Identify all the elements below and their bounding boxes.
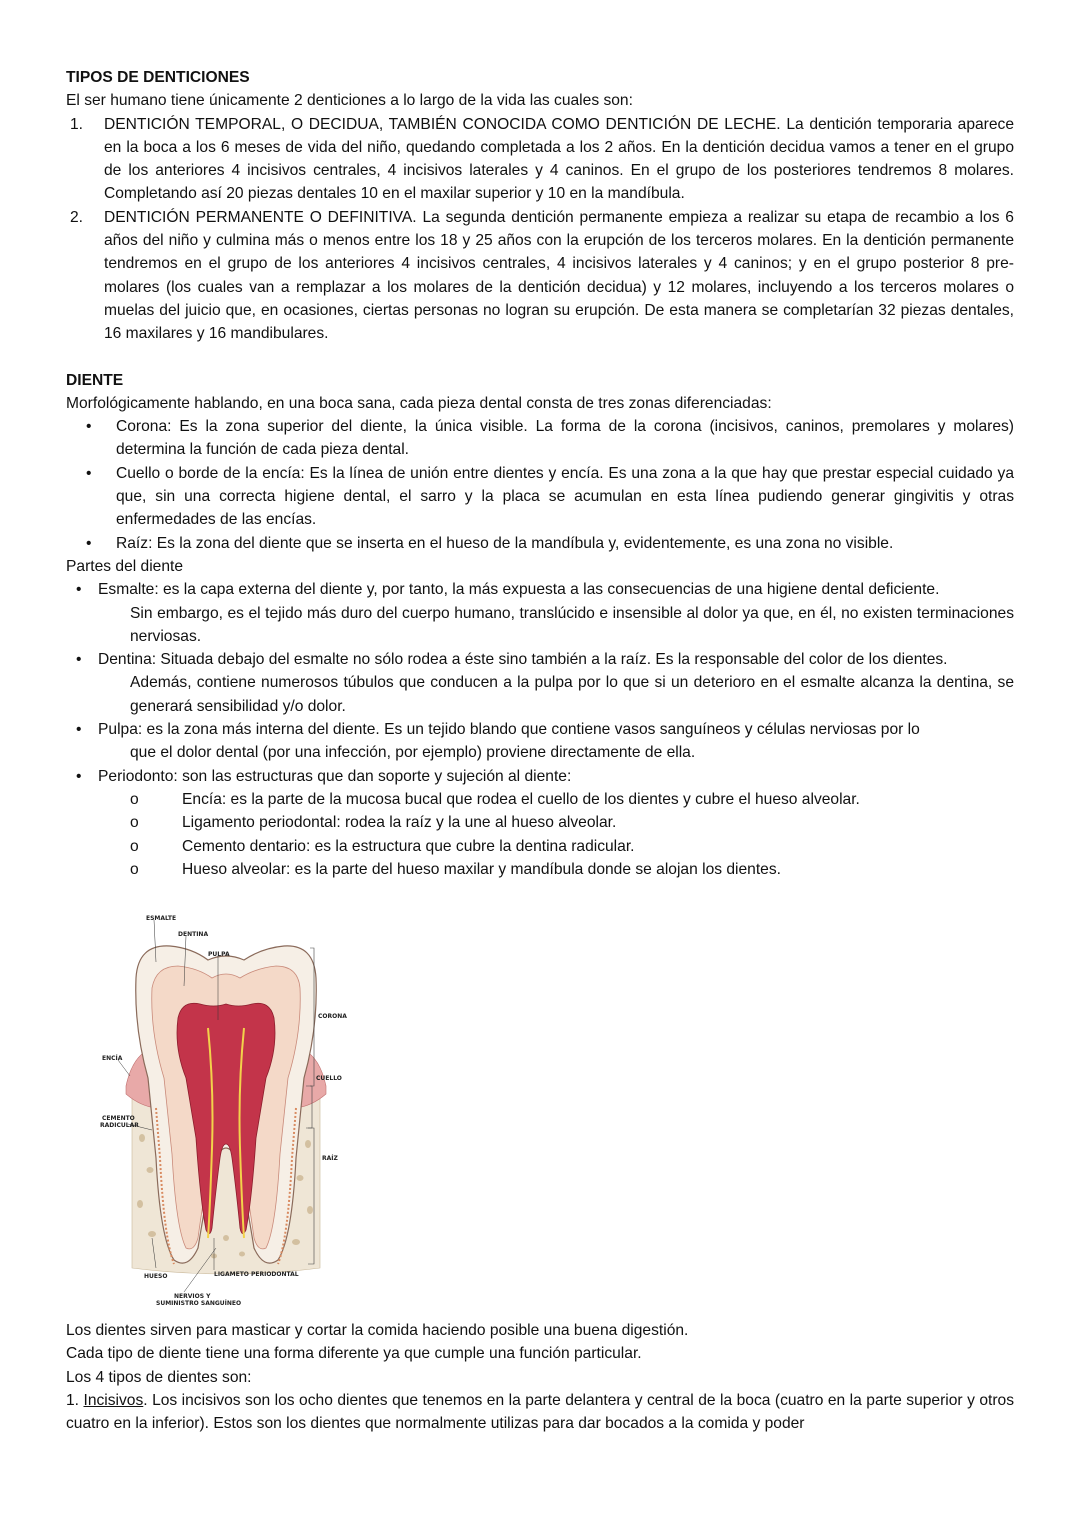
sublist-item-hueso xyxy=(66,858,1014,881)
label-ligamento: LIGAMETO PERIODONTAL xyxy=(214,1271,299,1278)
circle-bullet-icon: o xyxy=(130,790,139,808)
list-item-text: Dentina: Situada debajo del esmalte no sólo rodea a éste sino también a la raíz. Es la responsable del color de los dientes. xyxy=(98,651,948,669)
list-item-raiz xyxy=(66,532,1014,555)
list-item-text: DENTICIÓN PERMANENTE O DEFINITIVA. La segunda dentición permanente empieza a realizar su etapa de recambio a los 6 años del niño y culmina más o menos entre los 18 y 25 años con la erupción de los terceros molares. En la dentición permanente tendremos en el grupo de los anteriores 4 incisivos centrales, 4 incisivos laterales y 4 caninos; y en el grupo posterior 8 pre-molares (los cuales van a remplazar a los molares de la dentición decidua) y 12 molares, incluyendo a los terceros molares o muelas del juicio que, en ocasiones, ciertas personas no logran su erupción. De esta manera se completarían 32 piezas dentales, 16 maxilares y 16 mandibulares. xyxy=(104,208,1014,343)
label-encia: ENCÍA xyxy=(102,1055,123,1062)
list-item-periodonto xyxy=(66,765,1014,788)
list-item-continuation: Sin embargo, es el tejido más duro del cuerpo humano, translúcido e insensible al dolor ya que, en él, no existen terminaciones nerviosas. xyxy=(130,604,1014,645)
incisivos-title: Incisivos xyxy=(83,1391,144,1409)
sublist-item-ligamento xyxy=(66,811,1014,834)
bullet-icon: • xyxy=(86,418,92,436)
circle-bullet-icon: o xyxy=(130,860,139,878)
label-hueso: HUESO xyxy=(144,1273,168,1280)
sublist-item-text: Cemento dentario: es la estructura que cubre la dentina radicular. xyxy=(182,837,635,855)
bullet-icon: • xyxy=(76,721,82,739)
bullet-icon: • xyxy=(76,767,82,785)
funciones-p1: Los dientes sirven para masticar y cortar la comida haciendo posible una buena digestión. xyxy=(66,1322,689,1339)
circle-bullet-icon: o xyxy=(130,814,139,832)
sublist-item-text: Encía: es la parte de la mucosa bucal que rodea el cuello de los dientes y cubre el hueso alveolar. xyxy=(182,790,860,808)
heading-tipos-denticiones: TIPOS DE DENTICIONES xyxy=(66,69,250,86)
list-item-text: Cuello o borde de la encía: Es la línea de unión entre dientes y encía. Es una zona a la que hay que prestar especial cuidado ya que, sin una correcta higiene dental, el sarro y la placa se acumulan en esta línea pudiendo generar gingivitis y otras enfermedades de las encías. xyxy=(116,464,1014,529)
label-cemento: CEMENTO xyxy=(102,1115,135,1122)
label-cuello: CUELLO xyxy=(316,1075,342,1082)
list-item-cuello xyxy=(66,462,1014,532)
bullet-icon: • xyxy=(76,581,82,599)
list-item-text: Esmalte: es la capa externa del diente y, por tanto, la más expuesta a las consecuencias de una higiene dental deficiente. xyxy=(98,581,940,599)
list-item-text: Raíz: Es la zona del diente que se inserta en el hueso de la mandíbula y, evidentemente, es una zona no visible. xyxy=(116,534,894,552)
diente-intro: Morfológicamente hablando, en una boca sana, cada pieza dental consta de tres zonas diferenciadas: xyxy=(66,394,772,412)
spacer xyxy=(66,346,1014,369)
list-item-text: Corona: Es la zona superior del diente, la única visible. La forma de la corona (incisivos, caninos, premolares y molares) determina la función de cada pieza dental. xyxy=(116,418,1014,459)
functions-text-block xyxy=(66,1319,1014,1435)
list-item-continuation: que el dolor dental (por una infección, por ejemplo) proviene directamente de ella. xyxy=(130,744,696,762)
sublist-item-text: Ligamento periodontal: rodea la raíz y la une al hueso alveolar. xyxy=(182,814,617,832)
label-dentina: DENTINA xyxy=(178,931,209,938)
list-item-denticion-permanente xyxy=(66,206,1014,346)
sublist-item-cemento xyxy=(66,835,1014,858)
list-item-esmalte xyxy=(66,578,1014,648)
tooth-anatomy-figure xyxy=(96,908,356,1312)
partes-heading: Partes del diente xyxy=(66,557,184,575)
label-radicular: RADICULAR xyxy=(100,1122,139,1129)
label-suministro: SUMINISTRO SANGUÍNEO xyxy=(156,1300,242,1307)
list-item-continuation: Además, contiene numerosos túbulos que conducen a la pulpa por lo que si un deterioro en el esmalte alcanza la dentina, se generará sensibilidad y/o dolor. xyxy=(130,674,1014,715)
funciones-p3: Los 4 tipos de dientes son: xyxy=(66,1368,252,1386)
tipos-intro: El ser humano tiene únicamente 2 denticiones a lo largo de la vida las cuales son: xyxy=(66,92,633,110)
bullet-icon: • xyxy=(86,534,92,552)
bullet-icon: • xyxy=(76,651,82,669)
sublist-item-text: Hueso alveolar: es la parte del hueso maxilar y mandíbula donde se alojan los dientes. xyxy=(182,860,781,878)
list-item-text: Periodonto: son las estructuras que dan soporte y sujeción al diente: xyxy=(98,767,572,785)
funciones-p2: Cada tipo de diente tiene una forma diferente ya que cumple una función particular. xyxy=(66,1345,642,1363)
main-text-block xyxy=(66,66,1014,881)
bullet-icon: • xyxy=(86,464,92,482)
label-pulpa: PULPA xyxy=(208,951,230,958)
label-corona: CORONA xyxy=(318,1013,347,1020)
incisivos-paragraph xyxy=(66,1389,1014,1436)
heading-diente: DIENTE xyxy=(66,371,124,389)
list-item-denticion-temporal xyxy=(66,113,1014,206)
sublist-item-encia xyxy=(66,788,1014,811)
circle-bullet-icon: o xyxy=(130,837,139,855)
incisivos-number: 1. xyxy=(66,1391,80,1409)
label-raiz: RAÍZ xyxy=(322,1155,338,1162)
incisivos-text: . Los incisivos son los ocho dientes que tenemos en la parte delantera y central de la boca (cuatro en la parte superior y otros cuatro en la inferior). Estos son los dientes que normalmente utilizas para dar bocados a la comida y poder xyxy=(66,1391,1014,1433)
label-nervios: NERVIOS Y xyxy=(174,1293,211,1300)
list-item-text: DENTICIÓN TEMPORAL, O DECIDUA, TAMBIÉN CONOCIDA COMO DENTICIÓN DE LECHE. La dentición temporaria aparece en la boca a los 6 meses de vida del niño, quedando completada a los 2 años. En la dentición decidua vamos a tener en el grupo de los anteriores 4 incisivos centrales, 4 incisivos laterales y 4 caninos. En el grupo de los posteriores tendremos 8 molares. Completando así 20 piezas dentales 10 en el maxilar superior y 10 en la mandíbula. xyxy=(104,115,1014,203)
list-item-dentina xyxy=(66,648,1014,718)
list-item-text: Pulpa: es la zona más interna del diente. Es un tejido blando que contiene vasos sanguíneos y células nerviosas por lo xyxy=(98,721,920,739)
list-item-pulpa xyxy=(66,718,1014,765)
list-number: 2. xyxy=(70,208,84,226)
list-number: 1. xyxy=(70,115,84,133)
label-esmalte: ESMALTE xyxy=(146,915,177,922)
list-item-corona xyxy=(66,415,1014,462)
